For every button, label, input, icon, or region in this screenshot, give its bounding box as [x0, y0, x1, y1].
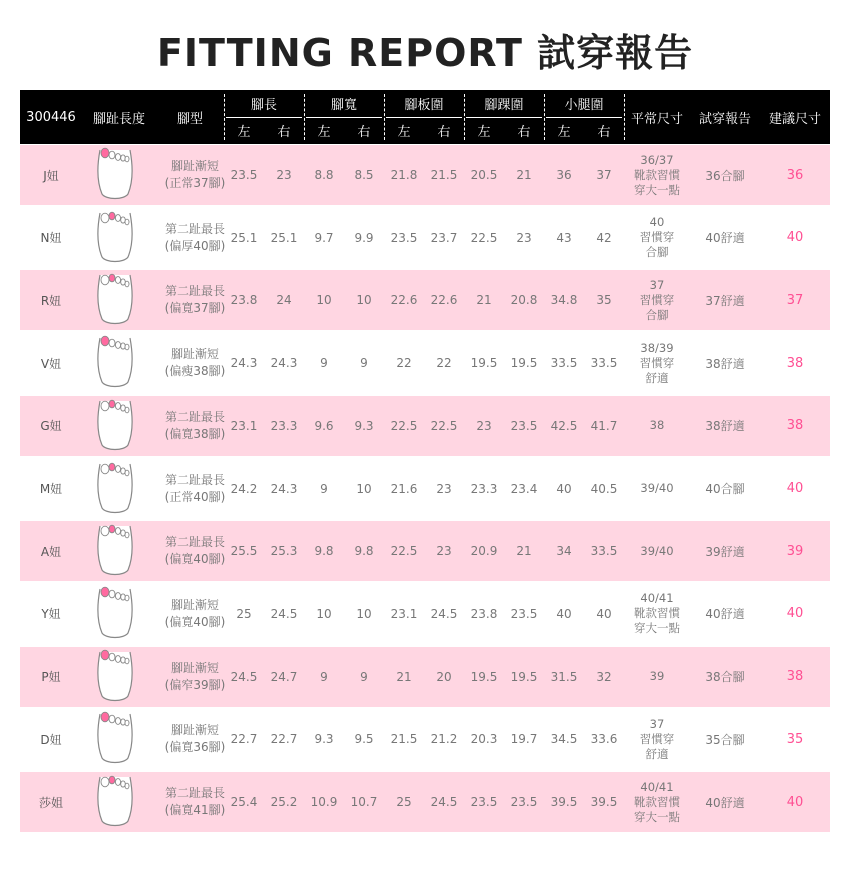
measurement-cell: 24.3 [270, 481, 298, 496]
row-name: R妞 [40, 293, 62, 308]
measurement-cell: 10 [316, 606, 332, 621]
measurement-cell: 21 [516, 168, 532, 182]
measurement-cell: 34.5 [550, 732, 578, 747]
measurement-cell: 20.5 [470, 168, 498, 182]
measurement-cell: 25.1 [230, 230, 258, 245]
measurement-cell: 21.5 [390, 732, 418, 747]
usual-size [624, 333, 690, 393]
foot-type [156, 208, 234, 268]
measurement-cell: 8.5 [354, 168, 374, 182]
fitting-report: 38舒適 [705, 356, 745, 371]
measurement-cell: 19.5 [470, 356, 498, 371]
recommended-size: 39 [786, 543, 804, 559]
measurement-cell: 40 [556, 481, 572, 496]
header-instep: 腳板圍 [404, 98, 444, 113]
recommended-size: 38 [786, 669, 804, 685]
row-name: N妞 [40, 231, 62, 246]
usual-size [624, 270, 690, 330]
usual-size-line: 習慣穿 [639, 230, 675, 245]
measurement-cell: 9 [320, 481, 328, 496]
fitting-report: 35合腳 [705, 732, 745, 747]
foot-type-line1: 第二趾最長 [164, 472, 225, 487]
foot-type [156, 709, 234, 769]
measurement-cell: 10 [356, 293, 372, 308]
row-name: V妞 [40, 356, 62, 371]
usual-size-line: 靴款習慣 [634, 167, 680, 182]
usual-size-line: 38 [649, 418, 665, 433]
measurement-cell: 43 [556, 230, 572, 245]
foot-type-line2: (偏寬38腳) [164, 426, 226, 441]
foot-type [156, 145, 234, 205]
usual-size-line: 習慣穿 [639, 731, 675, 746]
usual-size-line: 靴款習慣 [634, 794, 680, 809]
row-name: D妞 [40, 732, 62, 747]
foot-icon [90, 208, 140, 268]
recommended-size: 40 [786, 606, 804, 622]
recommended-size: 35 [786, 731, 804, 747]
header-ankle: 腳踝圍 [484, 98, 524, 113]
measurement-cell: 24.3 [230, 356, 258, 371]
recommended-size: 38 [786, 418, 804, 434]
measurement-cell: 9.5 [354, 732, 374, 747]
fitting-report: 38舒適 [705, 419, 745, 434]
measurement-cell: 25.4 [230, 795, 258, 809]
foot-type [156, 521, 234, 581]
measurement-cell: 33.5 [590, 544, 618, 559]
measurement-cell: 21.8 [390, 168, 418, 182]
recommended-size: 40 [786, 794, 804, 810]
measurement-cell: 39.5 [590, 795, 618, 809]
measurement-cell: 21 [396, 669, 412, 684]
table-row [20, 459, 830, 519]
usual-size-line: 穿大一點 [634, 182, 680, 197]
measurement-cell: 31.5 [550, 669, 578, 684]
foot-icon [90, 584, 140, 644]
measurement-cell: 9 [320, 669, 328, 684]
usual-size [624, 584, 690, 644]
measurement-cell: 23 [476, 418, 492, 433]
usual-size-line: 舒適 [645, 746, 669, 761]
measurement-cell: 22.5 [470, 230, 498, 245]
foot-icon [90, 459, 140, 519]
measurement-cell: 20 [436, 669, 452, 684]
row-name: P妞 [41, 670, 61, 685]
header-right: 右 [517, 125, 531, 140]
foot-type-line1: 腳趾漸短 [170, 723, 219, 738]
foot-type-line1: 第二趾最長 [164, 786, 225, 800]
usual-size [624, 145, 690, 205]
measurement-cell: 9 [360, 669, 368, 684]
measurement-cell: 9.9 [354, 230, 374, 245]
usual-size [624, 208, 690, 268]
page-title: FITTING REPORT 試穿報告 [156, 31, 694, 75]
recommended-size: 40 [786, 481, 804, 496]
row-name: A妞 [40, 544, 62, 559]
measurement-cell: 33.5 [590, 356, 618, 371]
measurement-cell: 10 [316, 293, 332, 308]
measurement-cell: 23.7 [430, 230, 458, 245]
measurement-cell: 23.3 [470, 481, 498, 496]
usual-size [624, 709, 690, 769]
row-name: Y妞 [41, 607, 61, 622]
foot-type-line2: (偏寬36腳) [164, 740, 226, 755]
measurement-cell: 22.6 [430, 293, 458, 308]
measurement-cell: 25.1 [270, 230, 298, 245]
measurement-cell: 9 [360, 356, 368, 371]
measurement-cell: 20.3 [470, 732, 498, 747]
usual-size-line: 穿大一點 [634, 621, 680, 636]
usual-size-line: 39 [649, 669, 665, 684]
measurement-cell: 24.5 [270, 606, 298, 621]
foot-icon [90, 145, 140, 205]
measurement-cell: 22.6 [390, 293, 418, 308]
measurement-cell: 24.5 [430, 606, 458, 621]
header-toe-length: 腳趾長度 [92, 111, 145, 127]
usual-size-line: 40/41 [640, 591, 674, 606]
measurement-cell: 25.5 [230, 544, 258, 559]
measurement-cell: 23 [436, 481, 452, 496]
measurement-cell: 36 [556, 168, 572, 182]
table-row [20, 709, 830, 769]
measurement-cell: 10.9 [310, 795, 338, 809]
measurement-cell: 9.8 [354, 544, 374, 559]
foot-type-line2: (偏寬37腳) [164, 301, 226, 316]
fitting-report: 39舒適 [705, 544, 745, 559]
usual-size [624, 396, 690, 456]
fitting-report: 40合腳 [705, 482, 745, 496]
usual-size-line: 合腳 [645, 307, 669, 322]
foot-icon [90, 709, 140, 769]
measurement-cell: 23.5 [510, 795, 538, 809]
usual-size-line: 合腳 [645, 245, 669, 260]
usual-size-line: 39/40 [640, 481, 674, 495]
foot-type-line2: (偏寬41腳) [164, 803, 226, 817]
foot-type [156, 772, 234, 832]
measurement-cell: 23.5 [470, 795, 498, 809]
measurement-cell: 23.8 [230, 293, 258, 308]
measurement-cell: 10 [356, 481, 372, 496]
measurement-cell: 21.6 [390, 481, 418, 496]
measurement-cell: 8.8 [314, 168, 334, 182]
measurement-cell: 23.1 [230, 418, 258, 433]
foot-type-line1: 第二趾最長 [164, 221, 225, 236]
measurement-cell: 23.5 [510, 606, 538, 621]
measurement-cell: 9.3 [354, 418, 374, 433]
fitting-report: 36合腳 [705, 168, 745, 183]
foot-type-line2: (偏瘦38腳) [164, 364, 226, 379]
usual-size [624, 521, 690, 581]
row-name: M妞 [39, 482, 63, 496]
header-foot-length: 腳長 [250, 98, 277, 113]
table-row [20, 772, 830, 832]
table-row [20, 270, 830, 330]
measurement-cell: 23.5 [510, 418, 538, 433]
measurement-cell: 25 [396, 795, 412, 809]
foot-type-line1: 腳趾漸短 [170, 660, 219, 675]
measurement-cell: 24.2 [230, 481, 258, 496]
row-name: G妞 [40, 419, 62, 434]
usual-size-line: 37 [649, 277, 665, 292]
usual-size-line: 40/41 [640, 779, 674, 794]
usual-size-line: 40 [649, 215, 665, 230]
measurement-cell: 24.5 [430, 795, 458, 809]
measurement-cell: 40 [596, 606, 612, 621]
fitting-report: 38合腳 [705, 670, 745, 685]
measurement-cell: 39.5 [550, 795, 578, 809]
foot-type-line2: (正常40腳) [164, 489, 226, 504]
table-row [20, 521, 830, 581]
measurement-cell: 25 [236, 606, 252, 621]
foot-type-line2: (偏寬40腳) [164, 614, 226, 629]
header-left: 左 [317, 125, 331, 140]
recommended-size: 38 [786, 355, 804, 371]
header-id: 300446 [26, 109, 76, 125]
header-left: 左 [237, 125, 251, 140]
header-left: 左 [557, 125, 571, 140]
foot-type-line1: 腳趾漸短 [170, 347, 219, 362]
table-row [20, 145, 830, 205]
measurement-cell: 23.5 [230, 168, 258, 182]
measurement-cell: 23 [436, 544, 452, 559]
table-header [20, 90, 830, 144]
table-row [20, 333, 830, 393]
foot-icon [90, 772, 140, 832]
measurement-cell: 25.3 [270, 544, 298, 559]
header-recommended: 建議尺寸 [768, 111, 821, 127]
measurement-cell: 23.5 [390, 230, 418, 245]
foot-type [156, 333, 234, 393]
measurement-cell: 23.8 [470, 606, 498, 621]
measurement-cell: 22 [436, 356, 452, 371]
header-right: 右 [277, 125, 291, 140]
fitting-report: 40舒適 [705, 607, 745, 622]
measurement-cell: 23.4 [510, 481, 538, 496]
header-calf: 小腿圍 [564, 98, 604, 113]
foot-type-line2: (正常37腳) [164, 176, 226, 190]
recommended-size: 37 [786, 292, 804, 308]
measurement-cell: 33.6 [590, 732, 618, 747]
header-usual-size: 平常尺寸 [630, 111, 683, 127]
foot-type-line2: (偏窄39腳) [164, 677, 226, 692]
measurement-cell: 10.7 [350, 795, 378, 809]
foot-type [156, 459, 234, 519]
measurement-cell: 23 [276, 168, 292, 182]
header-right: 右 [437, 125, 451, 140]
header-left: 左 [477, 125, 491, 140]
measurement-cell: 22.5 [390, 418, 418, 433]
usual-size-line: 38/39 [640, 340, 674, 355]
foot-icon [90, 647, 140, 707]
foot-icon [90, 521, 140, 581]
foot-type-line2: (偏厚40腳) [164, 238, 226, 253]
header-left: 左 [397, 125, 411, 140]
foot-icon [90, 333, 140, 393]
usual-size [624, 647, 690, 707]
measurement-cell: 9.7 [314, 230, 334, 245]
foot-type-line2: (偏寬40腳) [164, 552, 226, 567]
usual-size-line: 靴款習慣 [634, 606, 680, 621]
foot-type-line1: 第二趾最長 [164, 409, 225, 424]
header-foot-width: 腳寬 [330, 98, 357, 113]
measurement-cell: 25.2 [270, 795, 298, 809]
foot-type [156, 584, 234, 644]
usual-size-line: 習慣穿 [639, 292, 675, 307]
measurement-cell: 23 [516, 230, 532, 245]
measurement-cell: 22.5 [390, 544, 418, 559]
header-report: 試穿報告 [698, 111, 751, 127]
measurement-cell: 21 [476, 293, 492, 308]
measurement-cell: 21 [516, 544, 532, 559]
measurement-cell: 40.5 [590, 481, 618, 496]
header-right: 右 [597, 125, 611, 140]
foot-type [156, 647, 234, 707]
measurement-cell: 9 [320, 356, 328, 371]
row-name: 莎姐 [38, 795, 63, 810]
header-right: 右 [357, 125, 371, 140]
measurement-cell: 19.5 [510, 356, 538, 371]
measurement-cell: 22.5 [430, 418, 458, 433]
measurement-cell: 20.9 [470, 544, 498, 559]
measurement-cell: 34.8 [550, 293, 578, 308]
measurement-cell: 20.8 [510, 293, 538, 308]
measurement-cell: 24.7 [270, 669, 298, 684]
table-row [20, 647, 830, 707]
measurement-cell: 42 [596, 230, 612, 245]
fitting-report: 40舒適 [705, 231, 745, 246]
measurement-cell: 40 [556, 606, 572, 621]
measurement-cell: 24 [276, 293, 292, 308]
measurement-cell: 9.8 [314, 544, 334, 559]
measurement-cell: 34 [556, 544, 572, 559]
measurement-cell: 37 [596, 168, 612, 182]
foot-type-line1: 腳趾漸短 [170, 159, 219, 173]
row-name: J妞 [43, 168, 59, 183]
usual-size-line: 36/37 [640, 152, 674, 167]
foot-type-line1: 腳趾漸短 [170, 597, 219, 612]
measurement-cell: 41.7 [590, 418, 618, 433]
measurement-cell: 22.7 [230, 732, 258, 747]
measurement-cell: 19.5 [510, 669, 538, 684]
measurement-cell: 10 [356, 606, 372, 621]
usual-size-line: 37 [649, 716, 665, 731]
usual-size [624, 459, 690, 519]
fitting-report: 40舒適 [705, 795, 745, 810]
measurement-cell: 22.7 [270, 732, 298, 747]
table-row [20, 208, 830, 268]
measurement-cell: 32 [596, 669, 612, 684]
usual-size-line: 穿大一點 [634, 809, 680, 824]
recommended-size: 36 [786, 167, 804, 183]
measurement-cell: 33.5 [550, 356, 578, 371]
foot-icon [90, 396, 140, 456]
usual-size-line: 39/40 [640, 543, 674, 558]
measurement-cell: 19.5 [470, 669, 498, 684]
measurement-cell: 24.3 [270, 356, 298, 371]
measurement-cell: 9.6 [314, 418, 334, 433]
measurement-cell: 42.5 [550, 418, 578, 433]
foot-type-line1: 第二趾最長 [164, 535, 225, 550]
measurement-cell: 22 [396, 356, 412, 371]
header-foot-type: 腳型 [176, 111, 203, 127]
measurement-cell: 24.5 [230, 669, 258, 684]
measurement-cell: 35 [596, 293, 612, 308]
foot-icon [90, 270, 140, 330]
fitting-report: 37舒適 [705, 293, 745, 308]
measurement-cell: 21.2 [430, 732, 458, 747]
usual-size-line: 舒適 [645, 370, 669, 385]
foot-type [156, 270, 234, 330]
measurement-cell: 23.1 [390, 606, 418, 621]
measurement-cell: 23.3 [270, 418, 298, 433]
table-row [20, 584, 830, 644]
recommended-size: 40 [786, 230, 804, 246]
table-row [20, 396, 830, 456]
measurement-cell: 19.7 [510, 732, 538, 747]
measurement-cell: 21.5 [430, 168, 458, 182]
usual-size [624, 772, 690, 832]
foot-type [156, 396, 234, 456]
measurement-cell: 9.3 [314, 732, 334, 747]
usual-size-line: 習慣穿 [639, 355, 675, 370]
foot-type-line1: 第二趾最長 [164, 284, 225, 299]
